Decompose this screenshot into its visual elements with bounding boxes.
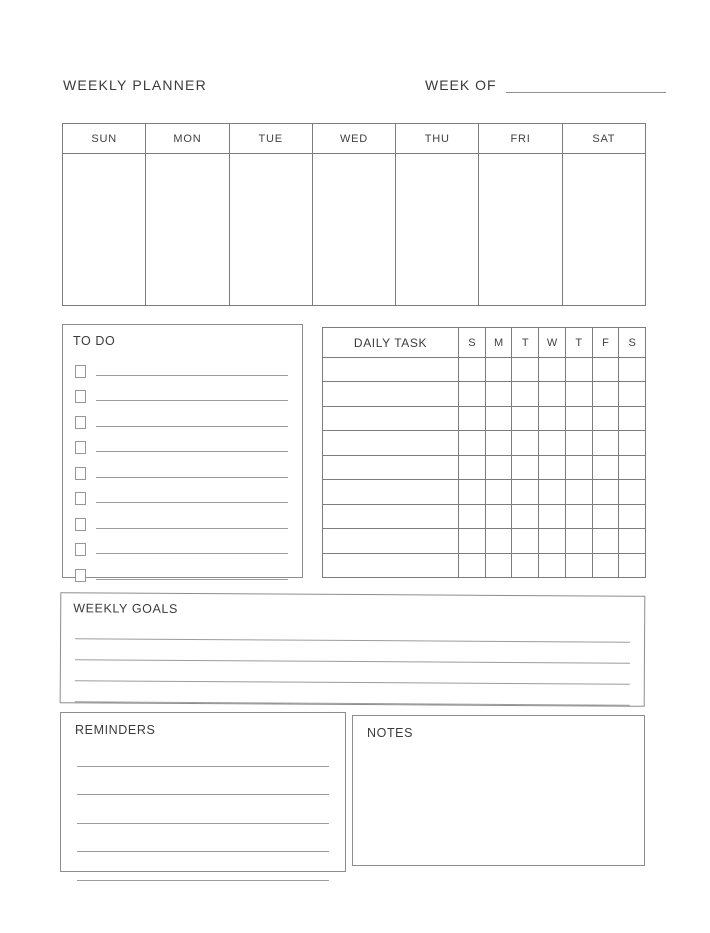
todo-list bbox=[73, 353, 292, 583]
day-header-cell: THU bbox=[396, 124, 479, 153]
todo-row bbox=[73, 353, 292, 379]
reminder-fill-line[interactable] bbox=[77, 738, 329, 767]
todo-box bbox=[62, 324, 303, 578]
todo-checkbox[interactable] bbox=[75, 365, 86, 378]
todo-fill-line[interactable] bbox=[96, 426, 288, 427]
daily-task-title: DAILY TASK bbox=[353, 335, 428, 350]
todo-checkbox[interactable] bbox=[75, 543, 86, 556]
day-header-cell: SUN bbox=[63, 124, 146, 153]
reminders-box bbox=[60, 712, 346, 872]
week-of-fill-line[interactable] bbox=[506, 77, 666, 93]
days-table-header bbox=[63, 124, 645, 154]
day-letter-cell: W bbox=[538, 328, 565, 357]
weekly-goals-title: WEEKLY GOALS bbox=[73, 601, 178, 616]
week-of-label: WEEK OF bbox=[425, 77, 497, 93]
todo-checkbox[interactable] bbox=[75, 390, 86, 403]
todo-fill-line[interactable] bbox=[96, 528, 288, 529]
day-letter-cell: T bbox=[511, 328, 538, 357]
reminder-fill-line[interactable] bbox=[77, 824, 329, 853]
task-row[interactable] bbox=[323, 529, 645, 553]
reminders-lines bbox=[75, 738, 331, 881]
weekly-goals-box bbox=[60, 592, 646, 707]
day-header-cell: SAT bbox=[592, 132, 616, 145]
days-table bbox=[62, 123, 646, 306]
todo-checkbox[interactable] bbox=[75, 518, 86, 531]
daily-task-header bbox=[323, 328, 645, 358]
day-header-cell: TUE bbox=[230, 124, 313, 153]
todo-fill-line[interactable] bbox=[96, 375, 288, 376]
notes-area[interactable] bbox=[353, 750, 644, 865]
notes-box bbox=[352, 715, 645, 866]
todo-fill-line[interactable] bbox=[96, 553, 288, 554]
daily-task-table bbox=[322, 327, 646, 578]
task-row[interactable] bbox=[323, 358, 645, 382]
notes-title: NOTES bbox=[367, 726, 414, 740]
todo-row bbox=[73, 430, 292, 456]
todo-row bbox=[73, 455, 292, 481]
week-of-group bbox=[425, 77, 666, 93]
day-header-cell: WED bbox=[313, 124, 396, 153]
task-row[interactable] bbox=[323, 407, 645, 431]
todo-checkbox[interactable] bbox=[75, 492, 86, 505]
todo-row bbox=[73, 557, 292, 583]
day-letter-cell: M bbox=[485, 328, 512, 357]
reminder-fill-line[interactable] bbox=[77, 795, 329, 824]
todo-checkbox[interactable] bbox=[75, 569, 86, 582]
task-row[interactable] bbox=[323, 382, 645, 406]
day-column[interactable] bbox=[563, 154, 645, 305]
daily-task-day-letters bbox=[458, 328, 645, 357]
todo-checkbox[interactable] bbox=[75, 441, 86, 454]
task-row[interactable] bbox=[323, 456, 645, 480]
todo-checkbox[interactable] bbox=[75, 416, 86, 429]
daily-task-body bbox=[323, 358, 645, 577]
todo-row bbox=[73, 379, 292, 405]
todo-title: TO DO bbox=[73, 334, 116, 348]
todo-fill-line[interactable] bbox=[96, 451, 288, 452]
day-letter-cell: S bbox=[458, 328, 485, 357]
day-letter-cell: S bbox=[618, 328, 645, 357]
todo-fill-line[interactable] bbox=[96, 400, 288, 401]
days-table-body bbox=[63, 154, 645, 305]
page-title: WEEKLY PLANNER bbox=[63, 77, 207, 93]
todo-row bbox=[73, 506, 292, 532]
todo-row bbox=[73, 481, 292, 507]
day-letter-cell: F bbox=[592, 328, 619, 357]
day-header-cell: MON bbox=[146, 124, 229, 153]
day-column[interactable] bbox=[313, 154, 396, 305]
reminders-title: REMINDERS bbox=[75, 723, 156, 737]
reminder-fill-line[interactable] bbox=[77, 767, 329, 796]
todo-row bbox=[73, 404, 292, 430]
day-column[interactable] bbox=[396, 154, 479, 305]
reminder-fill-line[interactable] bbox=[77, 852, 329, 881]
task-row[interactable] bbox=[323, 480, 645, 504]
day-letter-cell: T bbox=[565, 328, 592, 357]
day-column[interactable] bbox=[479, 154, 562, 305]
day-column[interactable] bbox=[230, 154, 313, 305]
day-header-cell: FRI bbox=[479, 124, 562, 153]
todo-fill-line[interactable] bbox=[96, 477, 288, 478]
todo-row bbox=[73, 532, 292, 558]
day-column[interactable] bbox=[63, 154, 146, 305]
todo-fill-line[interactable] bbox=[96, 579, 288, 580]
task-row[interactable] bbox=[323, 431, 645, 455]
goal-fill-line[interactable] bbox=[75, 681, 630, 705]
day-column[interactable] bbox=[146, 154, 229, 305]
task-row[interactable] bbox=[323, 554, 645, 577]
daily-task-rows bbox=[323, 358, 645, 577]
task-row[interactable] bbox=[323, 505, 645, 529]
todo-fill-line[interactable] bbox=[96, 502, 288, 503]
weekly-goals-lines bbox=[73, 618, 633, 705]
todo-checkbox[interactable] bbox=[75, 467, 86, 480]
